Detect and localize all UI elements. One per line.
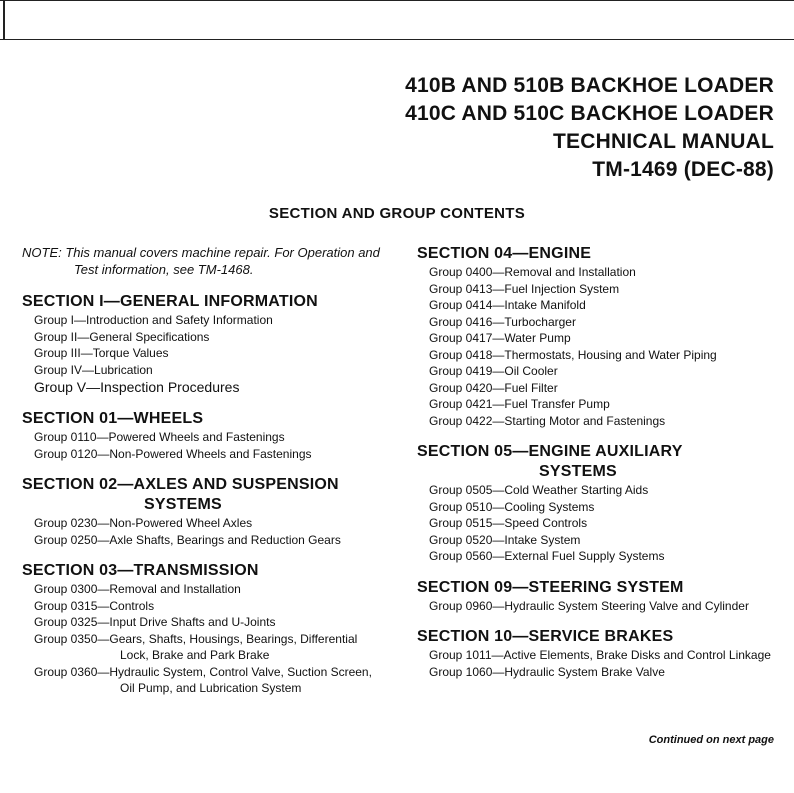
right-column (417, 244, 779, 693)
group-item: Group 0417—Water Pump (429, 331, 571, 345)
title-line-1: 410B AND 510B BACKHOE LOADER (405, 74, 774, 97)
section-title: SECTION 01—WHEELS (22, 410, 204, 427)
group-item: Group 0400—Removal and Installation (429, 265, 636, 279)
group-item: Group 0250—Axle Shafts, Bearings and Reduction Gears (34, 532, 341, 547)
group-item: Group 0350—Gears, Shafts, Housings, Bearings, Differential Lock, Brake and Park Brake (34, 631, 358, 662)
group-item: Group 0416—Turbocharger (429, 314, 576, 329)
group-item: Group 0315—Controls (34, 598, 155, 613)
section-title: SECTION 09—STEERING SYSTEM (417, 578, 684, 596)
section-steering-system (417, 578, 779, 615)
group-item: Group 0230—Non-Powered Wheel Axles (34, 516, 253, 530)
group-item: Group 1011—Active Elements, Brake Disks and Control Linkage (429, 648, 771, 662)
group-item: Group III—Torque Values (34, 346, 169, 360)
continued-note: Continued on next page (648, 734, 774, 746)
group-item: Group 0413—Fuel Injection System (429, 281, 620, 296)
section-engine (417, 244, 779, 429)
left-column (22, 244, 384, 710)
group-item: Group 0510—Cooling Systems (429, 499, 595, 514)
contents-heading: SECTION AND GROUP CONTENTS (268, 205, 526, 222)
group-item: Group 0422—Starting Motor and Fastenings (429, 413, 666, 428)
section-title: SECTION 04—ENGINE (417, 245, 592, 262)
group-item: Group 0421—Fuel Transfer Pump (429, 397, 610, 411)
group-item: Group 1060—Hydraulic System Brake Valve (429, 664, 665, 679)
section-transmission (22, 561, 384, 697)
group-item: Group 0120—Non-Powered Wheels and Fastenings (34, 446, 312, 461)
section-service-brakes (417, 627, 779, 680)
group-item: Group 0520—Intake System (429, 532, 581, 547)
group-item: Group I—Introduction and Safety Information (34, 313, 273, 327)
group-item: Group 0110—Powered Wheels and Fastenings (34, 430, 285, 444)
group-item: Group 0418—Thermostats, Housing and Water Piping (429, 347, 717, 362)
title-line-4: TM-1469 (DEC-88) (592, 158, 774, 181)
group-item: Group IV—Lubrication (34, 362, 153, 377)
section-title: SECTION 05—ENGINE AUXILIARY SYSTEMS (417, 443, 683, 480)
manual-title-block (405, 72, 774, 184)
section-title: SECTION 10—SERVICE BRAKES (417, 628, 674, 645)
corner-tick (3, 1, 5, 39)
section-title: SECTION I—GENERAL INFORMATION (22, 293, 318, 310)
group-item: Group 0360—Hydraulic System, Control Valve, Suction Screen, Oil Pump, and Lubrication System (34, 664, 372, 695)
group-item: Group 0420—Fuel Filter (429, 380, 558, 395)
section-wheels (22, 409, 384, 462)
section-title: SECTION 02—AXLES AND SUSPENSION SYSTEMS (22, 476, 339, 513)
title-line-3: TECHNICAL MANUAL (553, 130, 774, 153)
section-title: SECTION 03—TRANSMISSION (22, 562, 259, 579)
group-item: Group 0560—External Fuel Supply Systems (429, 549, 665, 563)
group-item: Group 0419—Oil Cooler (429, 364, 558, 378)
group-item: Group 0515—Speed Controls (429, 516, 588, 530)
group-item: Group 0325—Input Drive Shafts and U-Joints (34, 615, 276, 629)
title-line-2: 410C AND 510C BACKHOE LOADER (405, 102, 774, 125)
top-rule (0, 0, 794, 40)
section-general-information (22, 292, 384, 396)
group-item: Group V—Inspection Procedures (34, 379, 240, 395)
group-item: Group 0414—Intake Manifold (429, 298, 586, 312)
group-item: Group 0300—Removal and Installation (34, 582, 241, 596)
section-axles-suspension (22, 475, 384, 548)
note: NOTE: This manual covers machine repair. For Operation and Test information, see TM-1468. (22, 245, 380, 277)
group-item: Group 0505—Cold Weather Starting Aids (429, 483, 649, 497)
section-engine-auxiliary (417, 442, 779, 565)
group-item: Group 0960—Hydraulic System Steering Valve and Cylinder (429, 598, 749, 613)
group-item: Group II—General Specifications (34, 329, 210, 344)
